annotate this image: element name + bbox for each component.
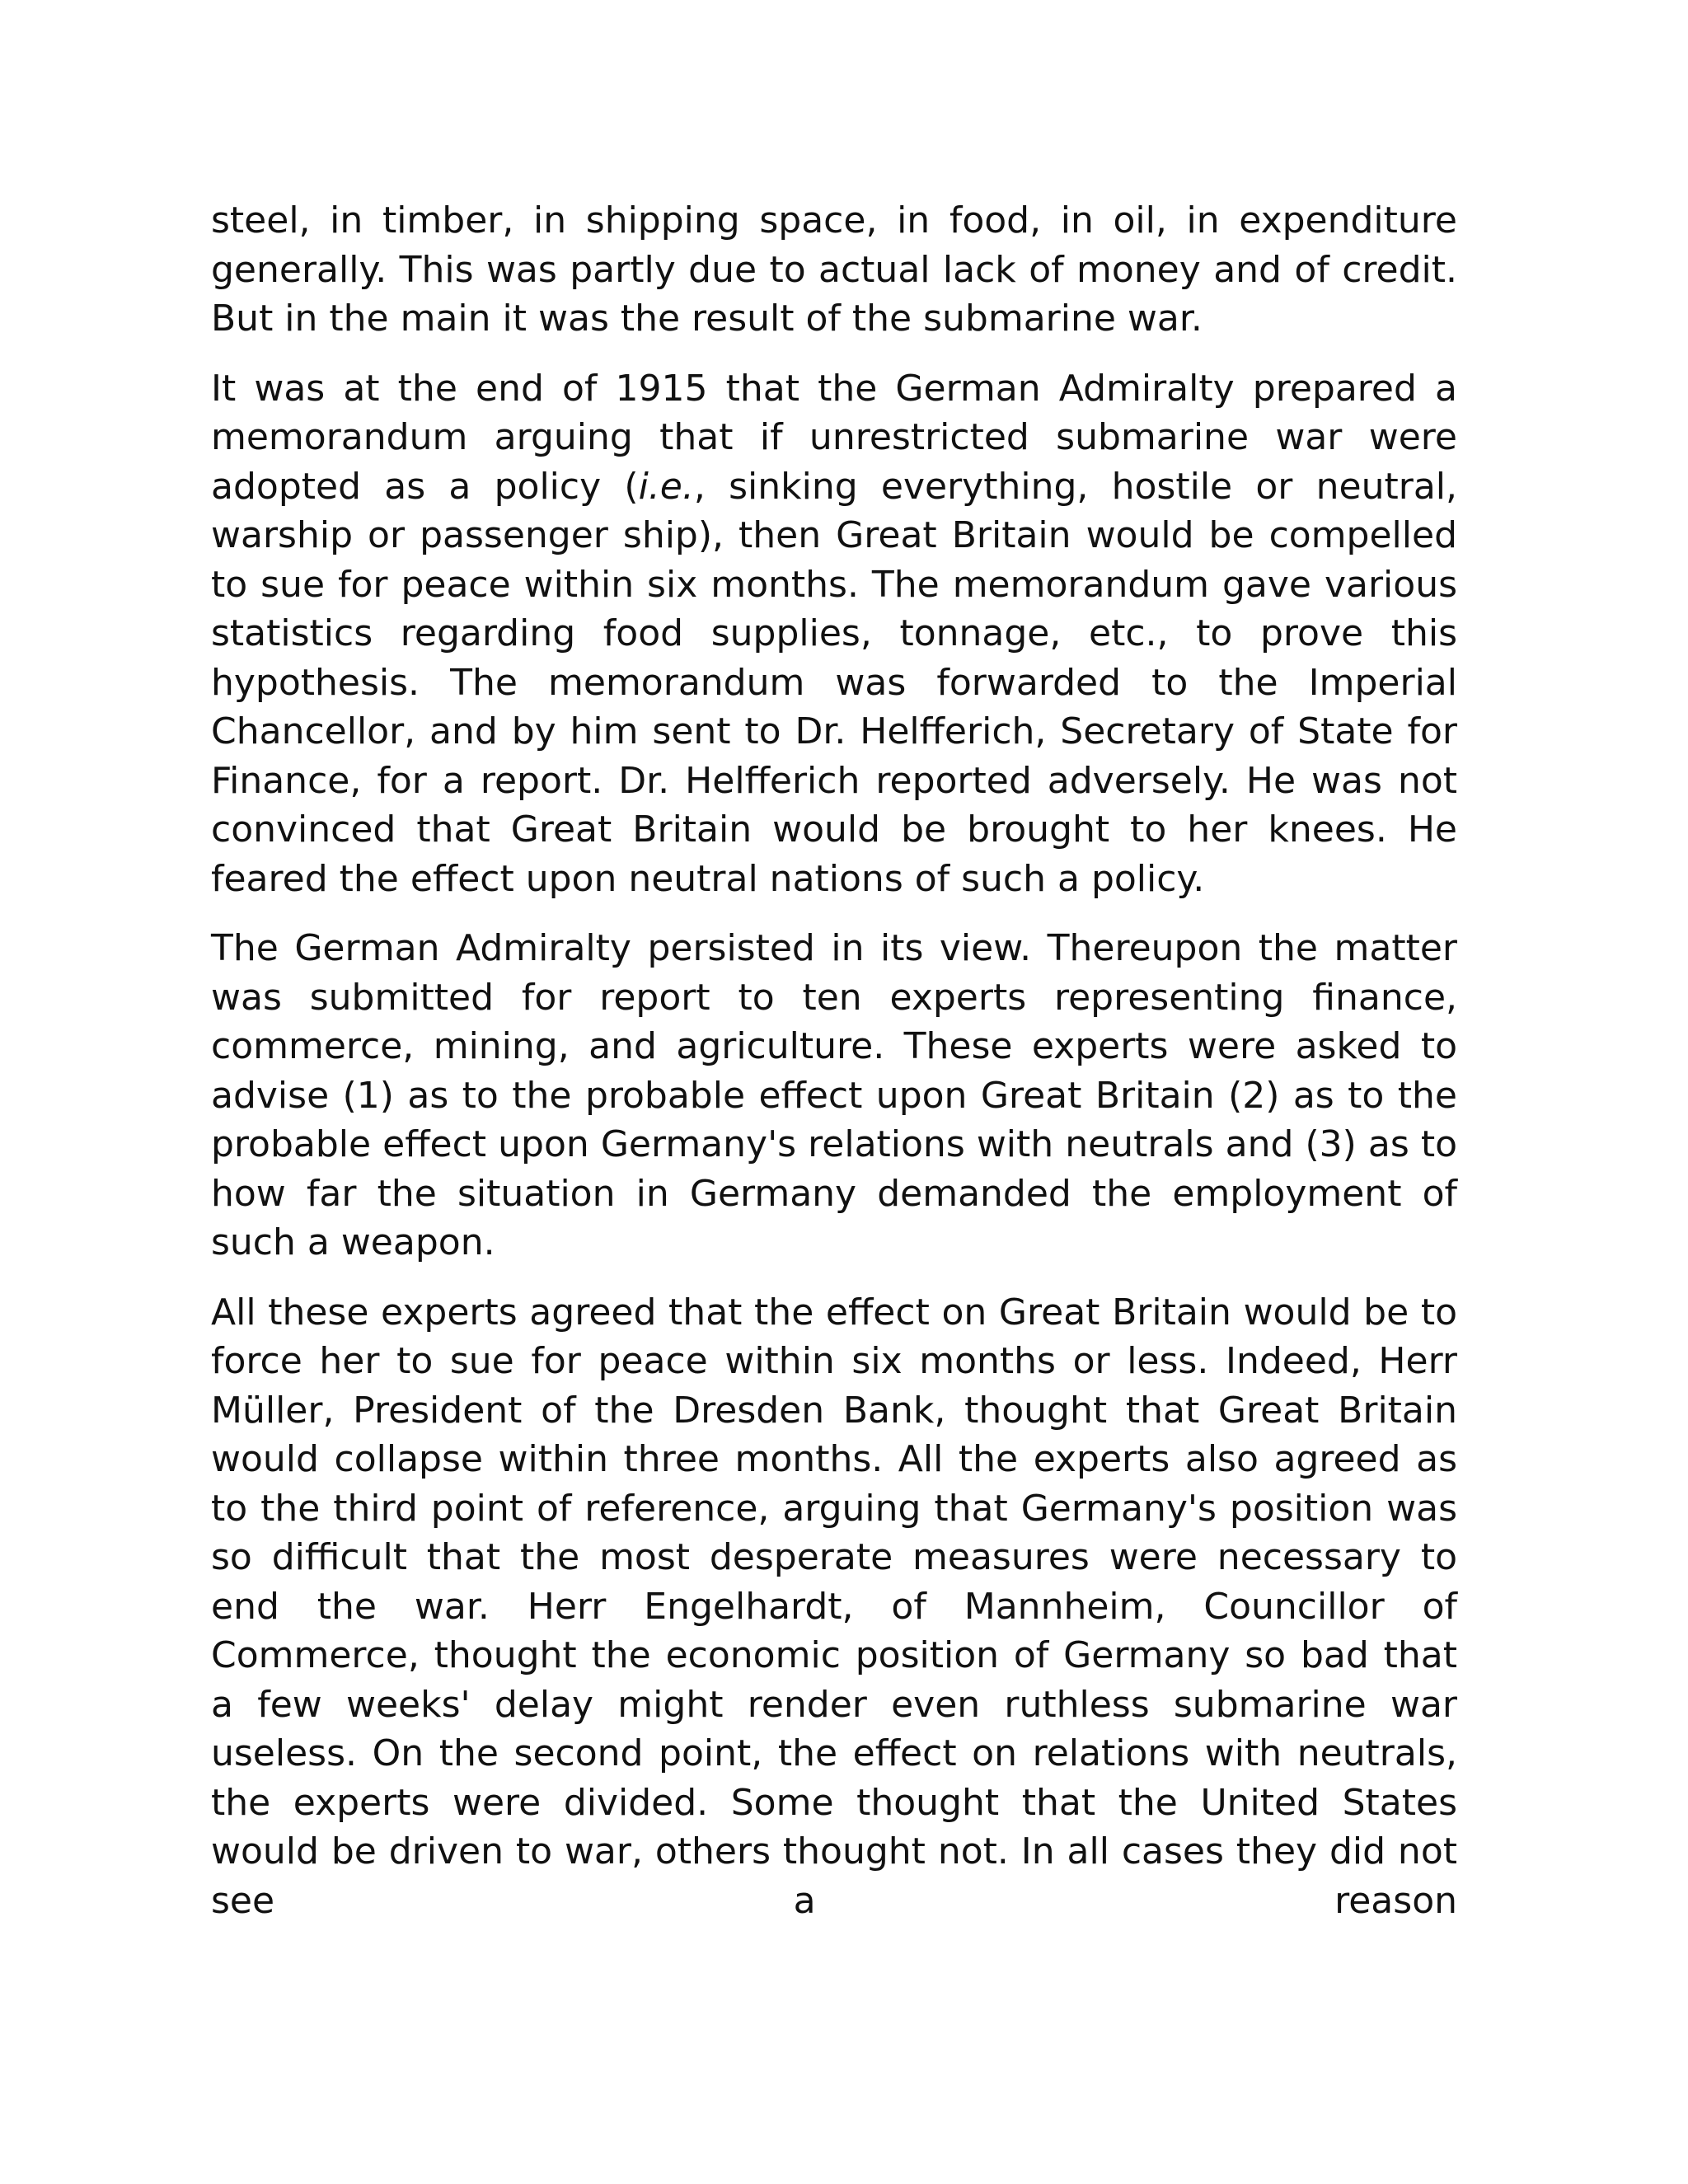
- paragraph-text: , sinking everything, hostile or neutral, warship or passenger ship), then Great Britain would be compelled to sue for peace within six months. The memorandum gave various statistics regarding food supplies, tonnage, etc., to prove this hypothesis. The memorandum was forwarded to the Imperial Chancellor, and by him sent to Dr. Helfferich, Secretary of State for Finance, for a report. Dr. Helfferich reported adversely. He was not convinced that Great Britain would be brought to her knees. He feared the effect upon neutral nations of such a policy.: [211, 465, 1458, 900]
- paragraph-4: [211, 1288, 1457, 1926]
- paragraph-text: steel, in timber, in shipping space, in food, in oil, in expenditure generally. This was partly due to actual lack of money and of credit. But in the main it was the result of the submarine war.: [211, 199, 1457, 340]
- paragraph-text: The German Admiralty persisted in its view. Thereupon the matter was submitted for report to ten experts representing finance, commerce, mining, and agriculture. These experts were asked to advise (1) as to the probable effect upon Great Britain (2) as to the probable effect upon Germany's relations with neutrals and (3) as to how far the situation in Germany demanded the employment of such a weapon.: [211, 927, 1457, 1263]
- paragraph-1: [211, 196, 1457, 344]
- paragraph-text: All these experts agreed that the effect on Great Britain would be to force her to sue for peace within six months or less. Indeed, Herr Müller, President of the Dresden Bank, thought that Great Britain would collapse within three months. All the experts also agreed as to the third point of reference, arguing that Germany's position was so difficult that the most desperate measures were necessary to end the war. Herr Engelhardt, of Mannheim, Councillor of Commerce, thought the economic position of Germany so bad that a few weeks' delay might render even ruthless submarine war useless. On the second point, the effect on relations with neutrals, the experts were divided. Some thought that the United States would be driven to war, others thought not. In all cases they did not see a reason: [211, 1291, 1457, 1922]
- paragraph-2: [211, 364, 1457, 904]
- paragraph-3: [211, 924, 1457, 1268]
- italic-abbreviation: i.e.: [638, 465, 694, 508]
- document-page: [211, 196, 1457, 1946]
- paragraph-text: It was at the end of 1915 that the German Admiralty prepared a memorandum arguing that if unrestricted submarine war were adopted as a policy (: [211, 367, 1457, 508]
